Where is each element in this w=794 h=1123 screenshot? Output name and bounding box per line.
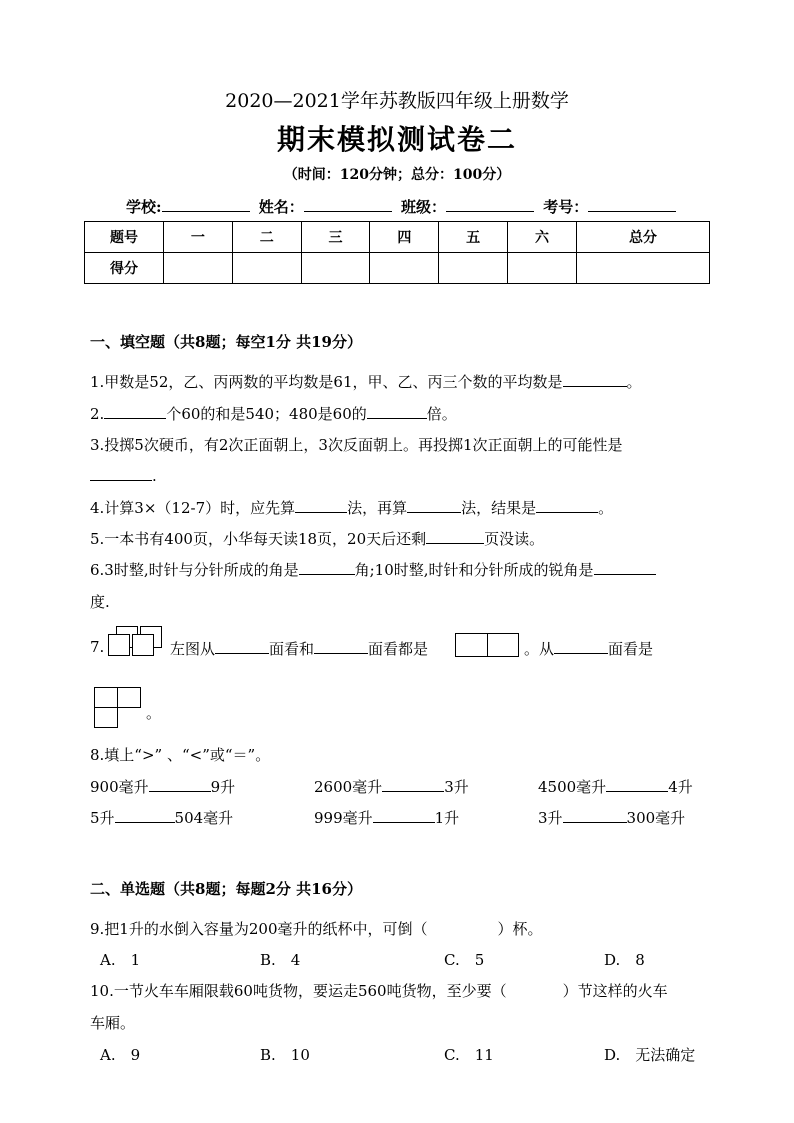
answer-blank[interactable] [373,808,435,823]
student-info-line [126,196,676,217]
question-9: 9.把1升的水倒入容量为200毫升的纸杯中，可倒（ ）杯。 [90,920,543,938]
section1-title: 一、填空题（共8题；每空1分 共19分） [90,333,362,351]
option-c[interactable]: C. 5 [444,951,485,969]
answer-blank[interactable] [115,808,175,823]
score-table-header-row [85,222,710,253]
option-a[interactable]: A. 1 [100,951,141,969]
name-field[interactable] [304,196,392,212]
option-b[interactable]: B. 10 [260,1046,310,1064]
answer-blank[interactable] [563,372,627,387]
option-d[interactable]: D. 8 [604,951,645,969]
score-header-cell: 六 [508,222,577,253]
answer-blank[interactable] [426,529,484,544]
compare-item: 900毫升 9升 [90,778,236,796]
answer-blank[interactable] [104,404,166,419]
question-10: 10.一节火车车厢限载60吨货物，要运走560吨货物，至少要（ ）节这样的火车 [90,982,668,1000]
question-5: 5.一本书有400页，小华每天读18页，20天后还剩 页没读。 [90,530,545,548]
score-cell[interactable] [232,253,301,284]
score-header-cell: 四 [370,222,439,253]
cube-stack-figure [108,626,168,664]
score-header-cell: 三 [301,222,370,253]
answer-blank[interactable] [536,498,598,513]
cube-front [108,634,130,656]
exam-time-info: （时间：120分钟；总分：100分） [283,167,511,183]
compare-item: 2600毫升 3升 [314,778,469,796]
answer-blank[interactable] [149,777,211,792]
score-header-cell: 总分 [576,222,709,253]
answer-blank[interactable] [563,808,627,823]
answer-blank[interactable] [295,498,347,513]
score-table-score-row [85,253,710,284]
exam-no-label: 考号： [543,198,589,216]
answer-blank[interactable] [299,560,355,575]
cube-front [132,634,154,656]
question-10-continued: 车厢。 [90,1014,136,1032]
l-shape-view-figure [94,687,142,729]
score-cell[interactable] [301,253,370,284]
answer-blank[interactable] [594,560,656,575]
score-cell[interactable] [439,253,508,284]
score-cell[interactable] [508,253,577,284]
answer-blank[interactable] [407,498,461,513]
question-7: 左图从 面看和 面看都是 [170,640,429,658]
option-c[interactable]: C. 11 [444,1046,494,1064]
score-cell[interactable] [164,253,233,284]
question-7-part2: 。从 面看是 [524,640,654,658]
question-6: 6.3时整,时针与分针所成的角是 角;10时整,时针和分针所成的锐角是 [90,559,656,580]
name-label: 姓名： [258,198,304,216]
answer-blank[interactable] [215,639,269,654]
question-6-continued: 度. [90,593,110,611]
class-field[interactable] [446,196,534,212]
score-header-cell: 题号 [85,222,164,253]
score-header-cell: 五 [439,222,508,253]
class-label: 班级： [401,198,447,216]
answer-blank[interactable] [90,466,152,481]
score-header-cell: 二 [232,222,301,253]
answer-blank[interactable] [382,777,444,792]
score-cell[interactable] [576,253,709,284]
question-7-number: 7. [90,638,105,656]
exam-no-field[interactable] [588,196,676,212]
compare-item: 4500毫升 4升 [538,778,693,796]
compare-item: 999毫升 1升 [314,809,460,827]
school-field[interactable] [162,196,250,212]
answer-blank[interactable] [554,639,608,654]
compare-item: 3升 300毫升 [538,809,686,827]
section2-title: 二、单选题（共8题；每题2分 共16分） [90,880,362,898]
option-b[interactable]: B. 4 [260,951,301,969]
score-table [84,221,710,284]
compare-item: 5升 504毫升 [90,809,234,827]
two-square-view-figure [455,633,519,657]
answer-blank[interactable] [606,777,668,792]
question-7-end: 。 [146,704,162,722]
answer-blank[interactable] [367,404,427,419]
question-3: 3.投掷5次硬币，有2次正面朝上，3次反面朝上。再投掷1次正面朝上的可能性是 [90,436,623,454]
score-header-cell: 一 [164,222,233,253]
question-4: 4.计算3×（12-7）时，应先算 法，再算 法，结果是 。 [90,499,614,517]
answer-blank[interactable] [314,639,368,654]
question-3-continued: . [90,466,157,485]
score-row-label: 得分 [85,253,164,284]
score-cell[interactable] [370,253,439,284]
exam-subtitle: 2020—2021学年苏教版四年级上册数学 [225,90,569,112]
question-1: 1.甲数是52，乙、丙两数的平均数是61，甲、乙、丙三个数的平均数是 。 [90,373,642,391]
question-2: 2. 个60的和是540；480是60的 倍。 [90,405,457,423]
school-label: 学校: [126,198,162,216]
question-8: 8.填上“>” 、“<”或“＝”。 [90,746,271,764]
exam-title: 期末模拟测试卷二 [276,123,517,156]
option-d[interactable]: D. 无法确定 [604,1046,696,1064]
option-a[interactable]: A. 9 [100,1046,141,1064]
